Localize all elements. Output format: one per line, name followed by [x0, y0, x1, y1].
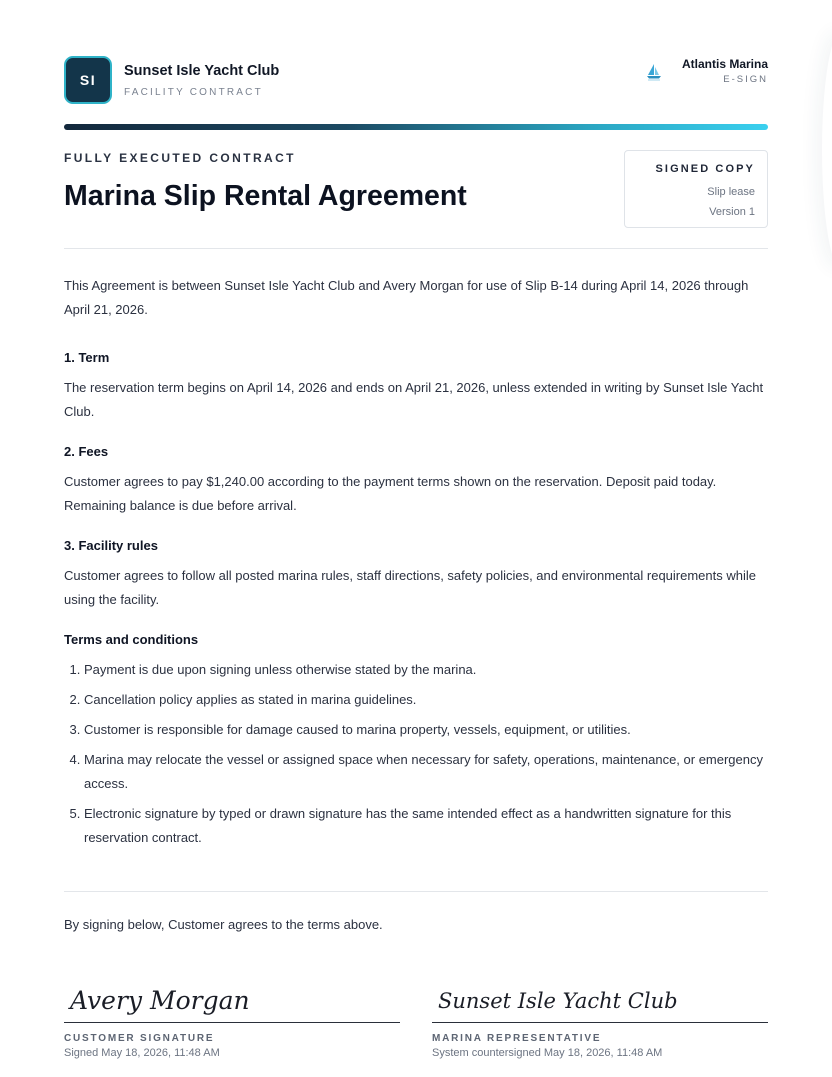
- list-item: 3. Customer is responsible for damage caused to marina property, vessels, equipment, or utilities.: [84, 718, 768, 742]
- page-edge-shadow: [822, 30, 832, 270]
- marina-signed-date: System countersigned May 18, 2026, 11:48 AM: [432, 1047, 663, 1059]
- agreement-statement: By signing below, Customer agrees to the terms above.: [64, 917, 383, 932]
- customer-signed-date: Signed May 18, 2026, 11:48 AM: [64, 1047, 220, 1059]
- section-text-facility-rules: Customer agrees to follow all posted marina rules, staff directions, safety policies, and environmental requirements while using the facility.: [64, 568, 756, 607]
- customer-signature: Avery Morgan: [70, 986, 250, 1015]
- signed-copy-box: [624, 150, 768, 228]
- list-item: 2. Cancellation policy applies as stated in marina guidelines.: [84, 688, 768, 712]
- org-logo-badge: SI: [64, 56, 112, 104]
- customer-signature-block: [64, 980, 400, 1059]
- terms-list: [64, 658, 768, 850]
- contract-body: [64, 274, 768, 856]
- org-name: Sunset Isle Yacht Club: [124, 63, 280, 79]
- section-text-term: The reservation term begins on April 14, 2026 and ends on April 21, 2026, unless extended in writing by Sunset Isle Yacht Club.: [64, 380, 764, 419]
- org-subtitle: FACILITY CONTRACT: [124, 87, 263, 98]
- terms-heading: Terms and conditions: [64, 632, 199, 647]
- document-header: [64, 56, 768, 104]
- list-item: 5. Electronic signature by typed or drawn signature has the same intended effect as a handwritten signature for this reservation contract.: [84, 802, 768, 850]
- contract-status-eyebrow: FULLY EXECUTED CONTRACT: [64, 151, 296, 165]
- section-text-fees: Customer agrees to pay $1,240.00 according to the payment terms shown on the reservation. Deposit paid today. Remaining balance is due before arrival.: [64, 474, 717, 513]
- marina-name: Atlantis Marina: [681, 57, 768, 71]
- section-heading-term: 1. Term: [64, 350, 110, 365]
- esign-label: E-SIGN: [723, 74, 768, 85]
- marina-signature: Sunset Isle Yacht Club: [438, 989, 678, 1013]
- intro-paragraph: This Agreement is between Sunset Isle Yacht Club and Avery Morgan for use of Slip B-14 during April 14, 2026 through April 21, 2026.: [64, 278, 749, 317]
- signature-line: [432, 1022, 768, 1023]
- title-divider: [64, 248, 768, 249]
- page-title: Marina Slip Rental Agreement: [64, 180, 467, 212]
- sailboat-logo-icon: [644, 62, 664, 82]
- signature-line: [64, 1022, 400, 1023]
- contract-type: Slip lease: [707, 186, 755, 198]
- section-heading-facility-rules: 3. Facility rules: [64, 538, 158, 553]
- list-item: 4. Marina may relocate the vessel or assigned space when necessary for safety, operations, maintenance, or emergency access.: [84, 748, 768, 796]
- contract-version: Version 1: [709, 206, 755, 218]
- header-accent-bar: [64, 124, 768, 130]
- signature-divider: [64, 891, 768, 892]
- marina-signature-block: [432, 980, 768, 1059]
- list-item: 1. Payment is due upon signing unless otherwise stated by the marina.: [84, 658, 768, 682]
- marina-signature-label: MARINA REPRESENTATIVE: [432, 1033, 602, 1044]
- section-heading-fees: 2. Fees: [64, 444, 109, 459]
- customer-signature-label: CUSTOMER SIGNATURE: [64, 1033, 215, 1044]
- signed-copy-label: SIGNED COPY: [655, 163, 755, 175]
